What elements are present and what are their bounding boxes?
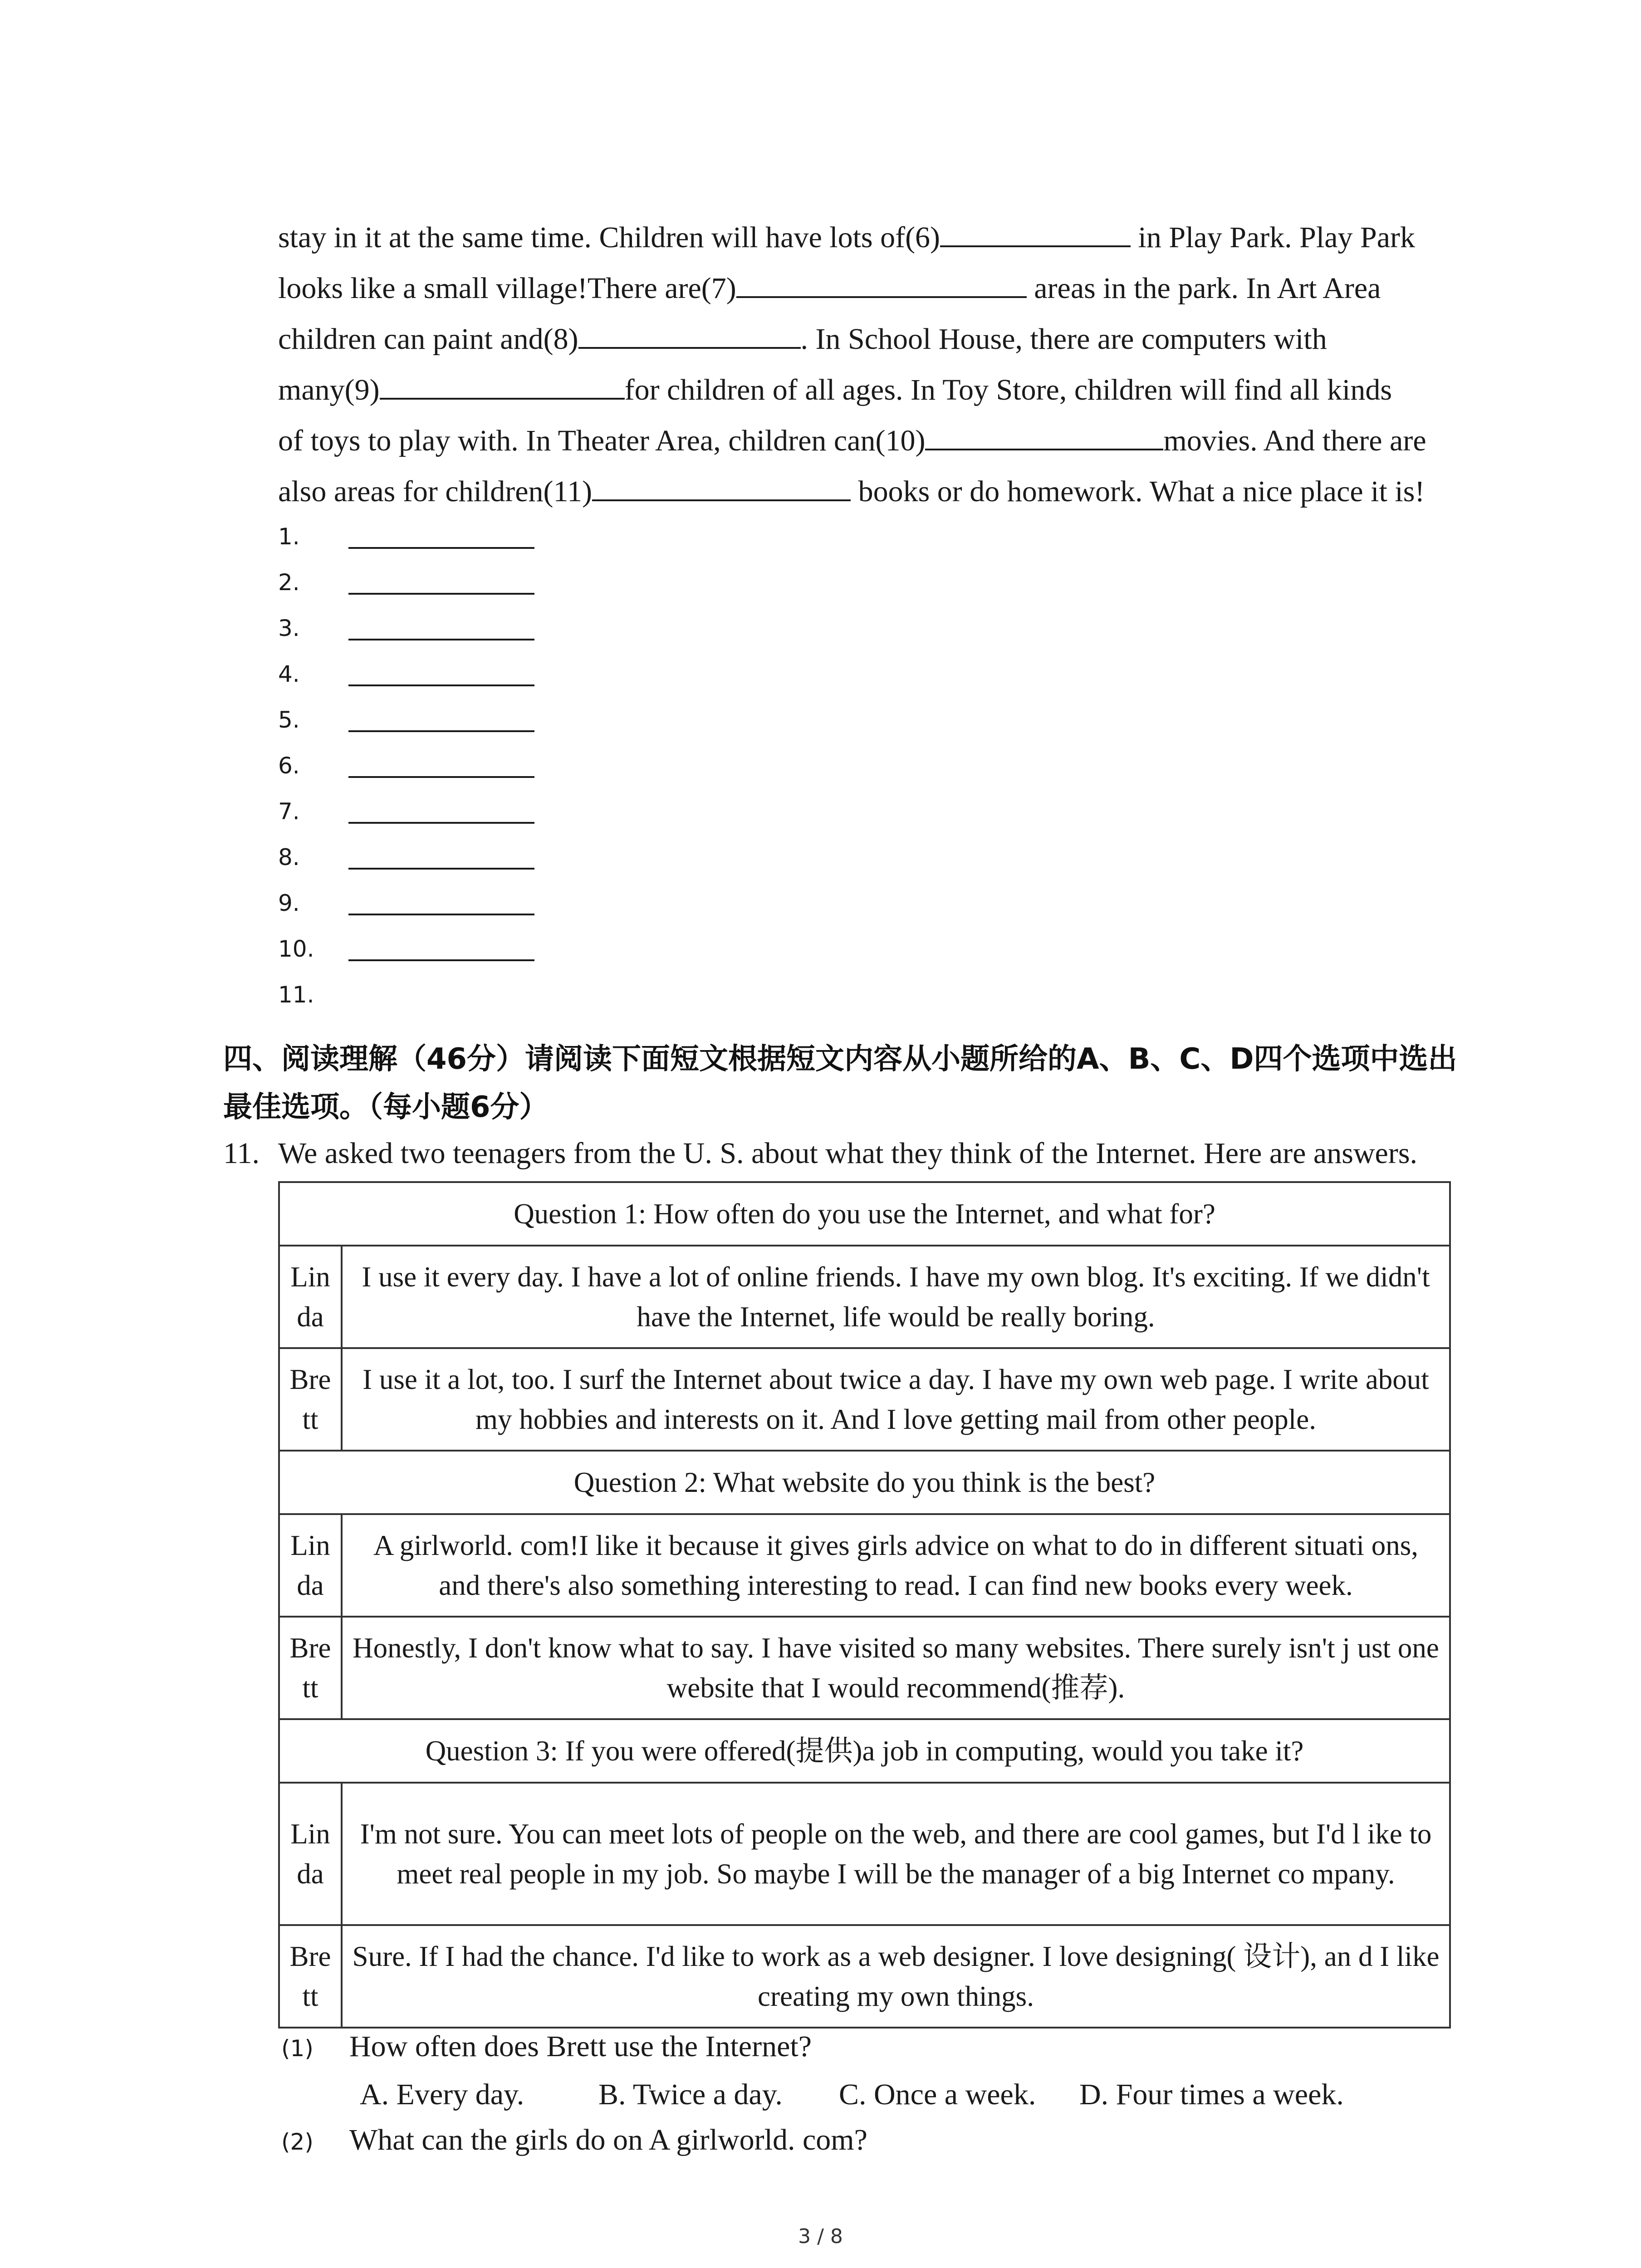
answer-number: 2. (278, 569, 300, 596)
blank-11[interactable] (592, 467, 851, 501)
answer-cell: A girlworld. com!I like it because it gives girls advice on what to do in different situati ons, and there's also something interesting to read. I can find new books every week. (342, 1514, 1450, 1617)
name-cell: Lin da (279, 1783, 342, 1925)
answer-cell: Sure. If I had the chance. I'd like to work as a web designer. I love designing( 设计), an d I like creating my own things. (342, 1925, 1450, 2028)
name-cell: Lin da (279, 1514, 342, 1617)
question-cell: Question 3: If you were offered(提供)a job in computing, would you take it? (279, 1719, 1450, 1783)
table-row (279, 1925, 1450, 2028)
table-row (279, 1719, 1450, 1783)
sub-question-text: How often does Brett use the Internet? (349, 2030, 812, 2063)
section-heading: 四、阅读理解（46分）请阅读下面短文根据短文内容从小题所给的A、B、C、D四个选项中选出最佳选项。（每小题6分） (223, 1042, 1457, 1124)
passage-line (278, 314, 1449, 365)
passage-line (278, 415, 1449, 466)
answer-number: 10. (278, 936, 314, 962)
sub-question-2 (281, 2123, 867, 2157)
passage-text: children can paint and(8) (278, 323, 578, 356)
name-cell: Bre tt (279, 1925, 342, 2028)
passage (278, 212, 1449, 517)
blank-9[interactable] (380, 365, 625, 400)
option-a[interactable]: A. Every day. (360, 2078, 524, 2111)
answer-number: 11. (278, 982, 314, 1008)
answer-number: 1. (278, 523, 300, 550)
answer-number: 8. (278, 844, 300, 870)
question-cell: Question 2: What website do you think is the best? (279, 1451, 1450, 1514)
passage-text: books or do homework. What a nice place it is! (851, 475, 1425, 508)
page-number: 3 / 8 (798, 2225, 843, 2248)
table-row (279, 1451, 1450, 1514)
option-d[interactable]: D. Four times a week. (1079, 2078, 1344, 2111)
passage-line (278, 212, 1449, 263)
passage-text: for children of all ages. In Toy Store, children will find all kinds (624, 373, 1392, 406)
answer-line[interactable] (348, 547, 534, 549)
answer-line[interactable] (348, 684, 534, 686)
option-c[interactable]: C. Once a week. (839, 2078, 1036, 2111)
answer-number: 4. (278, 661, 300, 687)
sub-question-1 (281, 2029, 812, 2064)
passage-text: also areas for children(11) (278, 475, 593, 508)
answer-number: 6. (278, 753, 300, 779)
name-cell: Lin da (279, 1246, 342, 1348)
table-row (279, 1182, 1450, 1246)
answer-cell: I'm not sure. You can meet lots of people on the web, and there are cool games, but I'd l ike to meet real people in my job. So maybe I will be the manager of a big Internet co mpany. (342, 1783, 1450, 1925)
answer-line[interactable] (348, 639, 534, 640)
answer-cell: I use it every day. I have a lot of online friends. I have my own blog. It's exciting. If we didn't have the Internet, life would be really boring. (342, 1246, 1450, 1348)
name-cell: Bre tt (279, 1617, 342, 1719)
table-row (279, 1783, 1450, 1925)
answer-number: 7. (278, 798, 300, 825)
blank-10[interactable] (925, 416, 1163, 450)
table-row (279, 1246, 1450, 1348)
answer-cell: I use it a lot, too. I surf the Internet about twice a day. I have my own web page. I write about my hobbies and interests on it. And I love getting mail from other people. (342, 1348, 1450, 1451)
passage-text: stay in it at the same time. Children will have lots of(6) (278, 221, 941, 254)
table-row (279, 1514, 1450, 1617)
answer-number: 9. (278, 890, 300, 916)
answer-line[interactable] (348, 822, 534, 824)
name-cell: Bre tt (279, 1348, 342, 1451)
passage-line (278, 365, 1449, 415)
question-11-intro (223, 1136, 1417, 1171)
answer-line[interactable] (348, 914, 534, 915)
answer-line[interactable] (348, 776, 534, 778)
answer-options (360, 2077, 1344, 2112)
interview-table (278, 1181, 1451, 2028)
answer-number: 3. (278, 615, 300, 641)
passage-line (278, 466, 1449, 517)
passage-text: . In School House, there are computers with (800, 323, 1327, 356)
answer-cell: Honestly, I don't know what to say. I have visited so many websites. There surely isn't j ust one website that I would recommend(推荐). (342, 1617, 1450, 1719)
question-number: 11. (223, 1137, 260, 1170)
blank-8[interactable] (578, 314, 801, 349)
passage-line (278, 263, 1449, 314)
table-row (279, 1348, 1450, 1451)
passage-text: in Play Park. Play Park (1131, 221, 1415, 254)
passage-text: movies. And there are (1163, 424, 1426, 457)
answer-number: 5. (278, 707, 300, 733)
sub-question-text: What can the girls do on A girlworld. com? (349, 2123, 867, 2156)
question-intro-text: We asked two teenagers from the U. S. about what they think of the Internet. Here are answers. (278, 1137, 1417, 1170)
table-row (279, 1617, 1450, 1719)
answer-line[interactable] (348, 730, 534, 732)
passage-text: looks like a small village!There are(7) (278, 272, 736, 305)
answer-line[interactable] (348, 593, 534, 595)
blank-7[interactable] (736, 264, 1027, 298)
answer-line[interactable] (348, 868, 534, 870)
answer-line[interactable] (348, 959, 534, 961)
sub-question-number: (1) (281, 2035, 314, 2062)
passage-text: of toys to play with. In Theater Area, children can(10) (278, 424, 926, 457)
sub-question-number: (2) (281, 2129, 314, 2155)
passage-text: many(9) (278, 373, 380, 406)
option-b[interactable]: B. Twice a day. (598, 2078, 783, 2111)
question-cell: Question 1: How often do you use the Internet, and what for? (279, 1182, 1450, 1246)
blank-6[interactable] (940, 213, 1131, 247)
passage-text: areas in the park. In Art Area (1026, 272, 1381, 305)
